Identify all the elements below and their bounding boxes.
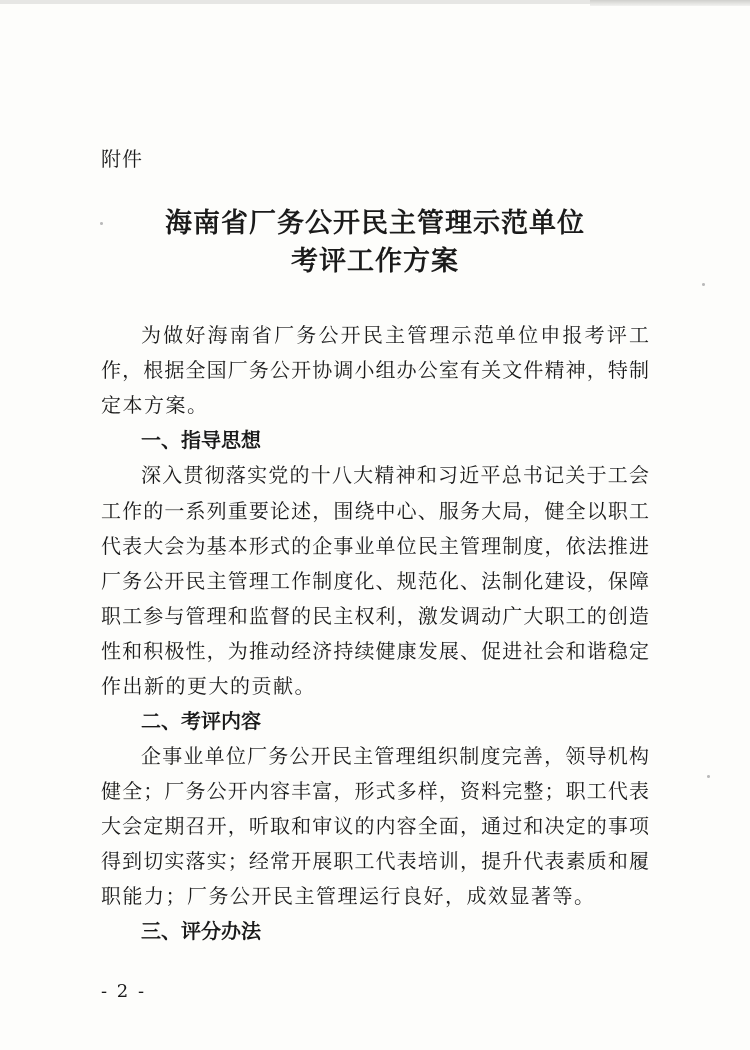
section1-line: 工作的一系列重要论述，围绕中心、服务大局，健全以职工 bbox=[101, 499, 649, 523]
section-heading: 一、指导思想 bbox=[141, 428, 261, 452]
section2-line: 大会定期召开，听取和审议的内容全面，通过和决定的事项 bbox=[101, 814, 649, 838]
intro-line: 定本方案。 bbox=[101, 393, 209, 417]
document-title-line-2: 考评工作方案 bbox=[291, 246, 459, 277]
section-heading: 二、考评内容 bbox=[141, 709, 261, 733]
section1-line: 性和积极性，为推动经济持续健康发展、促进社会和谐稳定 bbox=[101, 639, 649, 663]
attachment-label: 附件 bbox=[101, 147, 143, 171]
section2-line: 得到切实落实；经常开展职工代表培训，提升代表素质和履 bbox=[101, 849, 649, 873]
scan-speck bbox=[702, 283, 705, 286]
section1-line: 深入贯彻落实党的十八大精神和习近平总书记关于工会 bbox=[141, 463, 649, 487]
section2-line: 职能力；厂务公开民主管理运行良好，成效显著等。 bbox=[101, 884, 596, 908]
section2-line: 健全；厂务公开内容丰富，形式多样，资料完整；职工代表 bbox=[101, 779, 649, 803]
section2-line: 企事业单位厂务公开民主管理组织制度完善，领导机构 bbox=[141, 744, 649, 768]
section1-line: 作出新的更大的贡献。 bbox=[101, 674, 316, 698]
section1-line: 职工参与管理和监督的民主权利，激发调动广大职工的创造 bbox=[101, 604, 649, 628]
section-heading: 三、评分办法 bbox=[141, 919, 261, 943]
section1-line: 代表大会为基本形式的企事业单位民主管理制度，依法推进 bbox=[101, 534, 649, 558]
document-title-line-1: 海南省厂务公开民主管理示范单位 bbox=[165, 208, 585, 239]
scan-speck bbox=[707, 775, 710, 778]
intro-line: 为做好海南省厂务公开民主管理示范单位申报考评工 bbox=[141, 323, 649, 347]
section1-line: 厂务公开民主管理工作制度化、规范化、法制化建设，保障 bbox=[101, 569, 649, 593]
intro-line: 作，根据全国厂务公开协调小组办公室有关文件精神，特制 bbox=[101, 358, 649, 382]
scan-edge-shade bbox=[590, 0, 750, 6]
page-number: - 2 - bbox=[101, 981, 147, 1002]
